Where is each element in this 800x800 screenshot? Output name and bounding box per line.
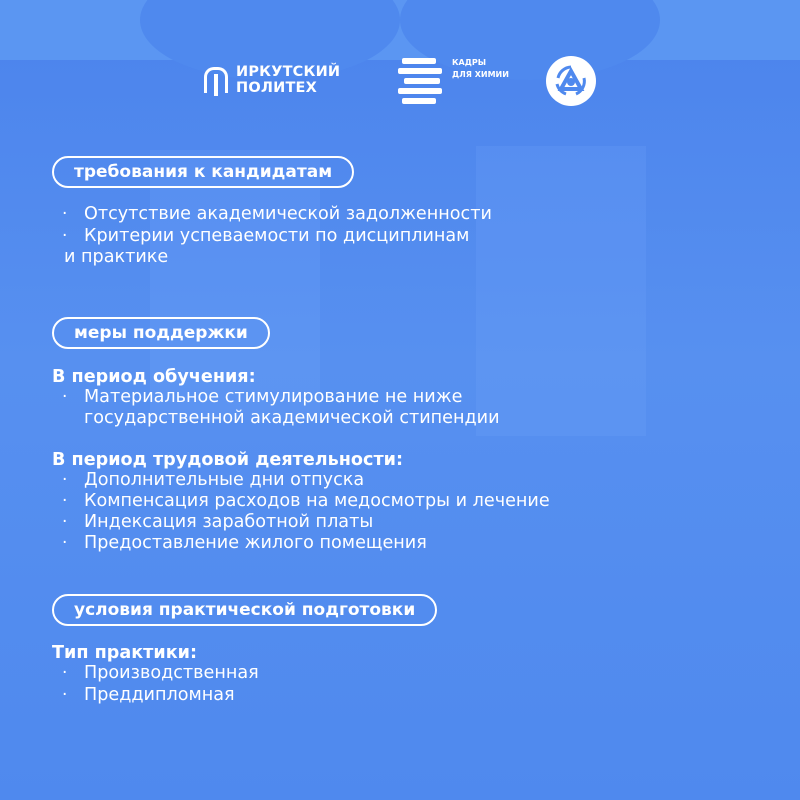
irkutsk-polytech-icon	[204, 67, 228, 93]
work-period-heading: В период трудовой деятельности:	[52, 450, 404, 470]
logo-irkutsk-line2: ПОЛИТЕХ	[236, 80, 318, 96]
work-item: Компенсация расходов на медосмотры и лечение	[84, 491, 550, 511]
kadry-stacked-bars-icon	[398, 56, 444, 104]
bullet-icon: ·	[62, 387, 68, 407]
background-top-band	[0, 0, 800, 60]
bullet-icon: ·	[62, 470, 68, 490]
practice-type-heading: Тип практики:	[52, 643, 198, 663]
requirements-item: Отсутствие академической задолженности	[84, 204, 492, 224]
bullet-icon: ·	[62, 204, 68, 224]
practice-heading: условия практической подготовки	[52, 594, 437, 626]
kadry-dlya-khimii-logo	[398, 56, 516, 104]
work-item: Индексация заработной платы	[84, 512, 374, 532]
practice-item: Производственная	[84, 663, 259, 683]
bullet-icon: ·	[62, 512, 68, 532]
work-item: Дополнительные дни отпуска	[84, 470, 365, 490]
bullet-icon: ·	[62, 491, 68, 511]
bullet-icon: ·	[62, 533, 68, 553]
work-item: Предоставление жилого помещения	[84, 533, 427, 553]
study-item-continuation: государственной академической стипендии	[84, 408, 500, 428]
logo-kadry-line1: КАДРЫ	[452, 58, 487, 67]
study-item: Материальное стимулирование не ниже	[84, 387, 463, 407]
practice-item: Преддипломная	[84, 685, 235, 705]
background-watermark-right	[476, 146, 646, 436]
requirements-heading: требования к кандидатам	[52, 156, 354, 188]
bullet-icon: ·	[62, 685, 68, 705]
rosatom-logo-icon	[546, 56, 596, 106]
study-period-heading: В период обучения:	[52, 367, 256, 387]
requirements-item: Критерии успеваемости по дисциплинам	[84, 226, 470, 246]
logo-kadry-line2: ДЛЯ ХИМИИ	[452, 70, 509, 79]
bullet-icon: ·	[62, 226, 68, 246]
bullet-icon: ·	[62, 663, 68, 683]
irkutsk-polytech-logo	[204, 64, 340, 96]
requirements-item-continuation: и практике	[64, 247, 169, 267]
logo-irkutsk-line1: ИРКУТСКИЙ	[236, 64, 341, 80]
support-heading: меры поддержки	[52, 317, 270, 349]
partner-logos	[0, 56, 800, 112]
